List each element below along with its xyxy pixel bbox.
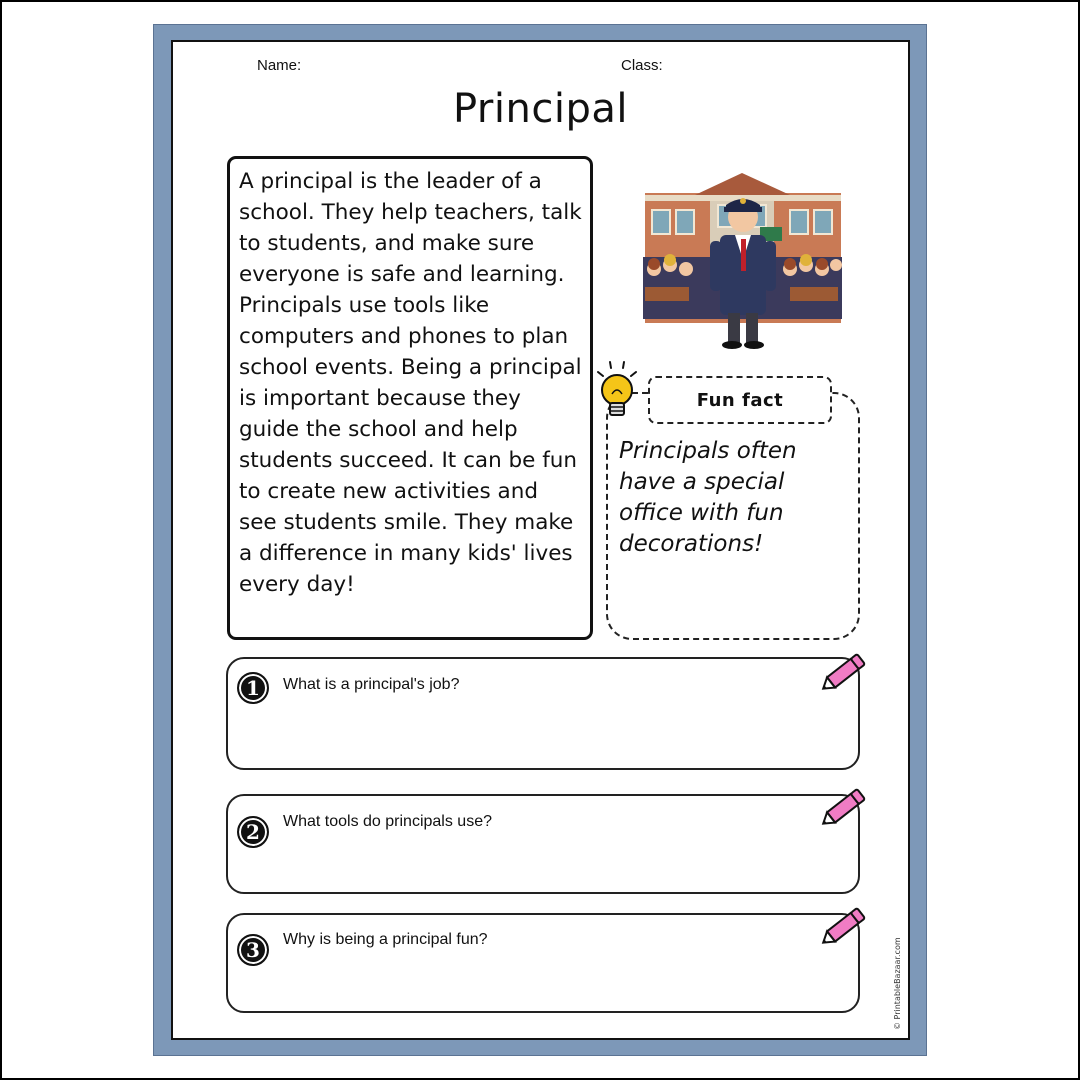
- page-title: Principal: [453, 86, 628, 132]
- answer-box-1[interactable]: [226, 657, 860, 770]
- pencil-icon: [818, 785, 870, 831]
- fun-fact-text: Principals often have a special office with fun decorations!: [619, 438, 797, 557]
- reading-passage: [227, 156, 593, 640]
- answer-box-3[interactable]: [226, 913, 860, 1013]
- reading-text: A principal is the leader of a school. They help teachers, talk to students, and make sure everyone is safe and learning. Principals use tools like computers and phones to plan school events. Being a principal is important because they guide the school and help students succeed. It can be fun to create new activities and see students smile. They make a difference in many kids' lives every day!: [239, 169, 582, 597]
- answer-box-2[interactable]: [226, 794, 860, 894]
- question-3-text: Why is being a principal fun?: [283, 931, 488, 948]
- question-number-1: 1: [237, 672, 269, 704]
- question-1-text: What is a principal's job?: [283, 676, 460, 693]
- principal-illustration: [640, 165, 845, 355]
- pencil-icon: [818, 650, 870, 696]
- question-number-2: 2: [237, 816, 269, 848]
- lightbulb-icon: [592, 358, 642, 422]
- question-number-3: 3: [237, 934, 269, 966]
- copyright-text: © PrintableBazaar.com: [893, 937, 902, 1030]
- name-label: Name:: [257, 57, 302, 74]
- class-label: Class:: [621, 57, 663, 74]
- pencil-icon: [818, 904, 870, 950]
- fun-fact-heading: Fun fact: [648, 376, 832, 424]
- question-2-text: What tools do principals use?: [283, 813, 492, 830]
